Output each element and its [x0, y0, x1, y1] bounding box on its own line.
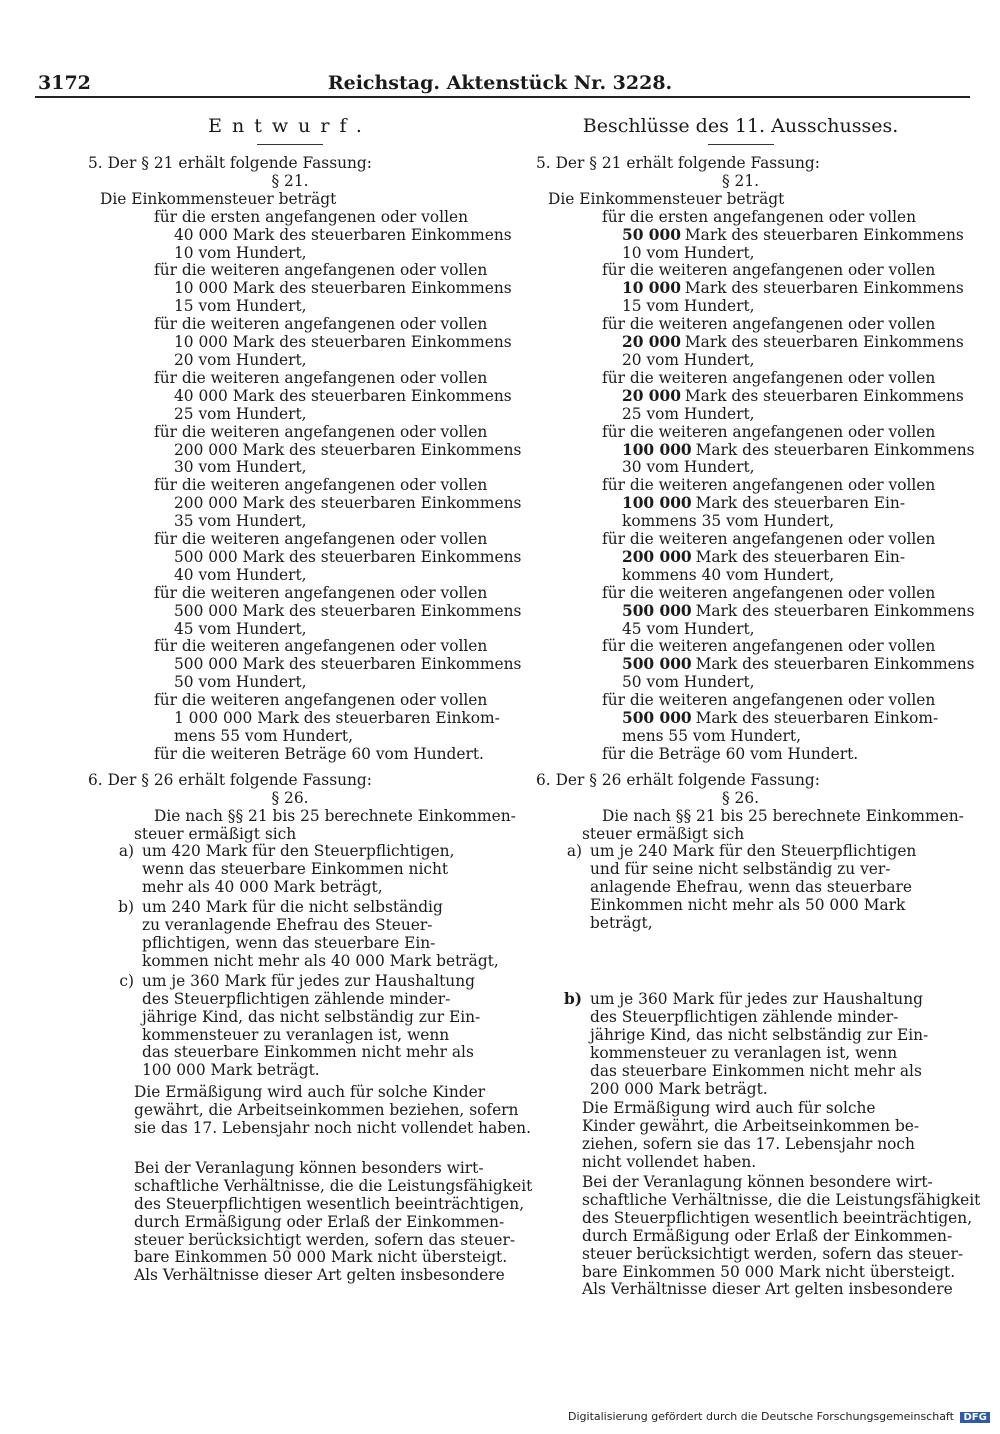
text-line: schaftliche Verhältnisse, die die Leistungsfähigkeit — [582, 1190, 981, 1209]
title-rule — [708, 144, 774, 145]
rate-line: für die weiteren angefangenen oder vollen — [154, 476, 488, 495]
rate-line: 35 vom Hundert, — [174, 512, 307, 531]
digitization-footer — [568, 1410, 990, 1423]
item-line: kommensteuer zu veranlagen ist, wenn — [142, 1025, 450, 1044]
item-line: pflichtigen, wenn das steuerbare Ein- — [142, 933, 436, 952]
reduction-item — [80, 843, 500, 897]
item-line: um 420 Mark für den Steuerpflichtigen, — [142, 842, 455, 861]
text-line: bare Einkommen 50 000 Mark nicht übersteigt. — [134, 1248, 508, 1267]
paragraph-lead: Die Einkommensteuer beträgt — [100, 189, 337, 208]
text-line: 200 000 Mark beträgt. — [590, 1079, 768, 1098]
dfg-logo: DFG — [960, 1412, 989, 1423]
rate-line: für die weiteren angefangenen oder vollen — [602, 691, 936, 710]
rate-line: 45 vom Hundert, — [622, 619, 755, 638]
rate-amount: 500 000 — [622, 601, 692, 620]
paragraph-lead: steuer ermäßigt sich — [134, 824, 297, 843]
text-line: sie das 17. Lebensjahr noch nicht vollendet haben. — [134, 1119, 531, 1138]
rate-line: 40 000 Mark des steuerbaren Einkommens — [174, 386, 512, 405]
running-header: Reichstag. Aktenstück Nr. 3228. — [327, 72, 673, 94]
column-title: Beschlüsse des 11. Ausschusses. — [582, 115, 899, 137]
rate-line: 500 000 Mark des steuerbaren Einkommens — [174, 655, 522, 674]
rate-last: für die weiteren Beträge 60 vom Hundert. — [154, 744, 484, 763]
rate-line: 50 vom Hundert, — [622, 673, 755, 692]
text-line: Die Ermäßigung wird auch für solche Kinder — [134, 1083, 486, 1102]
item-label: b) — [563, 989, 582, 1008]
rate-line — [528, 279, 964, 298]
item-line: kommen nicht mehr als 40 000 Mark beträgt, — [142, 951, 499, 970]
text-line: Als Verhältnisse dieser Art gelten insbesondere — [582, 1280, 953, 1299]
item-label: c) — [119, 971, 134, 990]
paragraph-lead: Die Einkommensteuer beträgt — [548, 189, 785, 208]
rate-line: 40 000 Mark des steuerbaren Einkommens — [174, 225, 512, 244]
text-line: Als Verhältnisse dieser Art gelten insbesondere — [134, 1266, 505, 1285]
rate-line: für die weiteren angefangenen oder vollen — [154, 368, 488, 387]
rate-line: für die weiteren angefangenen oder vollen — [154, 422, 488, 441]
rate-line: 1 000 000 Mark des steuerbaren Einkom- — [174, 709, 500, 728]
text-line: des Steuerpflichtigen zählende minder- — [590, 1007, 899, 1026]
reduction-items — [80, 843, 500, 1080]
rate-text: Mark des steuerbaren Ein- — [695, 547, 906, 566]
item-body — [142, 973, 480, 1080]
rate-text: Mark des steuerbaren Einkommens — [695, 440, 975, 459]
paragraph-lead: Die nach §§ 21 bis 25 berechnete Einkommen- — [602, 806, 964, 825]
text-line: und für seine nicht selbständig zu ver- — [590, 860, 891, 879]
rate-line — [528, 440, 975, 460]
text-line: kommensteuer zu veranlagen ist, wenn — [590, 1043, 898, 1062]
paragraph-heading: § 21. — [271, 171, 309, 190]
section-intro: 6. Der § 26 erhält folgende Fassung: — [88, 770, 372, 789]
rate-line: kommens 35 vom Hundert, — [622, 512, 835, 531]
rate-line — [528, 549, 953, 567]
item-line: 100 000 Mark beträgt. — [142, 1061, 320, 1080]
item-line: wenn das steuerbare Einkommen nicht — [142, 860, 449, 879]
reduction-item-b — [528, 991, 953, 1098]
rate-line: 10 000 Mark des steuerbaren Einkommens — [174, 279, 512, 298]
item-line: das steuerbare Einkommen nicht mehr als — [142, 1043, 474, 1062]
text-line: des Steuerpflichtigen wesentlich beeinträchtigen, — [134, 1194, 525, 1213]
item-label: a) — [118, 842, 134, 861]
paragraph-lead: Die nach §§ 21 bis 25 berechnete Einkommen- — [154, 806, 516, 825]
page-number: 3172 — [38, 72, 91, 94]
text-line: anlagende Ehefrau, wenn das steuerbare — [590, 878, 912, 897]
item-line: um je 360 Mark für jedes zur Haushaltung — [142, 971, 475, 990]
item-line: jährige Kind, das nicht selbständig zur Ein- — [142, 1007, 481, 1026]
header-rule — [35, 96, 970, 98]
text-line: Bei der Veranlagung können besonders wirt- — [134, 1158, 484, 1177]
item-body — [142, 843, 454, 897]
rate-line: 500 000 Mark des steuerbaren Einkommens — [174, 547, 522, 566]
rate-line — [528, 655, 975, 674]
item-body — [142, 899, 499, 971]
rate-amount: 500 000 — [622, 709, 692, 728]
text-line: ziehen, sofern sie das 17. Lebensjahr noch — [582, 1135, 915, 1154]
text-line: jährige Kind, das nicht selbständig zur Ein- — [590, 1025, 929, 1044]
rate-line: 10 vom Hundert, — [174, 243, 307, 262]
rate-text: Mark des steuerbaren Einkommens — [695, 601, 975, 620]
rate-amount: 50 000 — [622, 225, 681, 244]
rate-line: 15 vom Hundert, — [174, 297, 307, 316]
rate-line — [528, 386, 964, 406]
rate-line: 500 000 Mark des steuerbaren Einkommens — [174, 601, 522, 620]
rate-line: 45 vom Hundert, — [174, 619, 307, 638]
rate-line: 15 vom Hundert, — [622, 297, 755, 316]
rate-line: 25 vom Hundert, — [174, 404, 307, 423]
rate-text: Mark des steuerbaren Einkommens — [684, 386, 964, 405]
rate-line: für die weiteren angefangenen oder vollen — [602, 315, 936, 334]
item-line: um 240 Mark für die nicht selbständig — [142, 898, 443, 917]
rate-amount: 500 000 — [622, 655, 692, 674]
paragraph-heading: § 26. — [721, 788, 760, 807]
text-line: steuer berücksichtigt werden, sofern das steuer- — [582, 1244, 964, 1263]
paragraph-heading: § 21. — [721, 171, 760, 190]
text-line: gewährt, die Arbeitseinkommen beziehen, sofern — [134, 1101, 519, 1120]
rate-line: 20 vom Hundert, — [174, 350, 307, 369]
rate-line: 10 000 Mark des steuerbaren Einkommens — [174, 333, 512, 352]
section-intro: 5. Der § 21 erhält folgende Fassung: — [536, 154, 820, 172]
text-line: um je 360 Mark für jedes zur Haushaltung — [590, 989, 923, 1008]
rate-line: 40 vom Hundert, — [174, 565, 307, 584]
rate-line: 200 000 Mark des steuerbaren Einkommens — [174, 440, 522, 459]
column-title: Entwurf. — [208, 115, 372, 137]
right-column-beschluesse — [528, 112, 981, 1299]
text-line: nicht vollendet haben. — [582, 1153, 757, 1172]
text-line: Einkommen nicht mehr als 50 000 Mark — [590, 896, 906, 915]
rate-text: Mark des steuerbaren Einkommens — [684, 225, 964, 244]
rate-line — [528, 333, 964, 352]
item-label: a) — [566, 842, 582, 861]
final-paragraph — [528, 1173, 981, 1299]
text-line: Die Ermäßigung wird auch für solche — [582, 1099, 876, 1118]
text-line: beträgt, — [590, 914, 653, 933]
rate-text: Mark des steuerbaren Einkommens — [684, 279, 964, 298]
rate-line: 25 vom Hundert, — [622, 404, 755, 423]
note-paragraph — [528, 1100, 953, 1172]
item-line: mehr als 40 000 Mark beträgt, — [142, 878, 383, 897]
rate-line: für die weiteren angefangenen oder vollen — [154, 261, 488, 280]
rate-line: für die weiteren angefangenen oder vollen — [154, 315, 488, 334]
rate-line: 30 vom Hundert, — [174, 458, 307, 477]
text-line: Bei der Veranlagung können besondere wirt- — [582, 1173, 933, 1192]
rate-line: mens 55 vom Hundert, — [622, 727, 801, 745]
rate-line: für die weiteren angefangenen oder vollen — [602, 637, 936, 656]
rate-amount: 10 000 — [622, 279, 681, 298]
section-intro: 6. Der § 26 erhält folgende Fassung: — [536, 770, 820, 789]
text-line: durch Ermäßigung oder Erlaß der Einkommen- — [134, 1212, 505, 1231]
final-paragraph — [80, 1158, 533, 1285]
rate-line: für die weiteren angefangenen oder vollen — [154, 530, 488, 549]
paragraph-heading: § 26. — [271, 788, 309, 807]
rate-line: 10 vom Hundert, — [622, 243, 755, 262]
text-line: das steuerbare Einkommen nicht mehr als — [590, 1061, 922, 1080]
rate-line: 50 vom Hundert, — [174, 673, 307, 692]
rate-line: für die weiteren angefangenen oder vollen — [602, 583, 936, 602]
rate-text: Mark des steuerbaren Ein- — [695, 494, 906, 513]
rate-line — [528, 601, 975, 621]
rate-line: kommens 40 vom Hundert, — [622, 565, 835, 584]
rate-list — [80, 207, 522, 746]
rate-line: für die ersten angefangenen oder vollen — [602, 207, 917, 226]
rate-amount: 100 000 — [622, 494, 692, 513]
reduction-item — [80, 973, 500, 1080]
text-line: durch Ermäßigung oder Erlaß der Einkommen- — [582, 1226, 953, 1245]
item-label: b) — [118, 898, 134, 917]
rate-line: für die weiteren angefangenen oder vollen — [154, 691, 488, 710]
rate-line: für die weiteren angefangenen oder vollen — [602, 476, 936, 495]
reduction-item-a — [528, 843, 953, 933]
rate-amount: 100 000 — [622, 440, 692, 459]
rate-line — [528, 495, 953, 513]
paragraph-lead: steuer ermäßigt sich — [582, 824, 745, 843]
text-line: des Steuerpflichtigen wesentlich beeinträchtigen, — [582, 1208, 973, 1227]
rate-line: für die weiteren angefangenen oder vollen — [602, 530, 936, 549]
text-line: um je 240 Mark für den Steuerpflichtigen — [590, 842, 917, 861]
item-line: zu veranlagende Ehefrau des Steuer- — [142, 916, 433, 935]
rate-text: Mark des steuerbaren Einkommens — [684, 333, 964, 352]
rate-line: mens 55 vom Hundert, — [174, 727, 353, 745]
reduction-item — [80, 899, 500, 971]
text-line: bare Einkommen 50 000 Mark nicht übersteigt. — [582, 1262, 956, 1281]
rate-last: für die Beträge 60 vom Hundert. — [602, 744, 859, 763]
rate-text: Mark des steuerbaren Einkom- — [695, 709, 939, 728]
rate-amount: 200 000 — [622, 547, 692, 566]
rate-line: 20 vom Hundert, — [622, 350, 755, 369]
rate-line: für die weiteren angefangenen oder vollen — [602, 261, 936, 280]
rate-line: für die weiteren angefangenen oder vollen — [154, 583, 488, 602]
rate-list — [528, 207, 975, 746]
rate-line: für die weiteren angefangenen oder vollen — [154, 637, 488, 656]
note-paragraph — [80, 1083, 531, 1138]
rate-line: für die weiteren angefangenen oder vollen — [602, 422, 936, 441]
rate-line: für die ersten angefangenen oder vollen — [154, 207, 469, 226]
text-line: Kinder gewährt, die Arbeitseinkommen be- — [582, 1117, 920, 1136]
text-line: steuer berücksichtigt werden, sofern das steuer- — [134, 1230, 516, 1249]
footer-text: Digitalisierung gefördert durch die Deutsche Forschungsgemeinschaft — [568, 1410, 954, 1423]
rate-line — [528, 710, 953, 728]
rate-text: Mark des steuerbaren Einkommens — [695, 655, 975, 674]
section-intro: 5. Der § 21 erhält folgende Fassung: — [88, 154, 372, 172]
item-line: des Steuerpflichtigen zählende minder- — [142, 989, 451, 1008]
text-line: schaftliche Verhältnisse, die die Leistungsfähigkeit — [134, 1176, 533, 1195]
rate-line: 200 000 Mark des steuerbaren Einkommens — [174, 494, 522, 513]
title-rule — [257, 144, 323, 145]
rate-line: 30 vom Hundert, — [622, 458, 755, 477]
left-column-entwurf — [80, 112, 533, 1285]
rate-amount: 20 000 — [622, 333, 681, 352]
rate-line — [528, 225, 964, 245]
rate-amount: 20 000 — [622, 386, 681, 405]
rate-line: für die weiteren angefangenen oder vollen — [602, 368, 936, 387]
